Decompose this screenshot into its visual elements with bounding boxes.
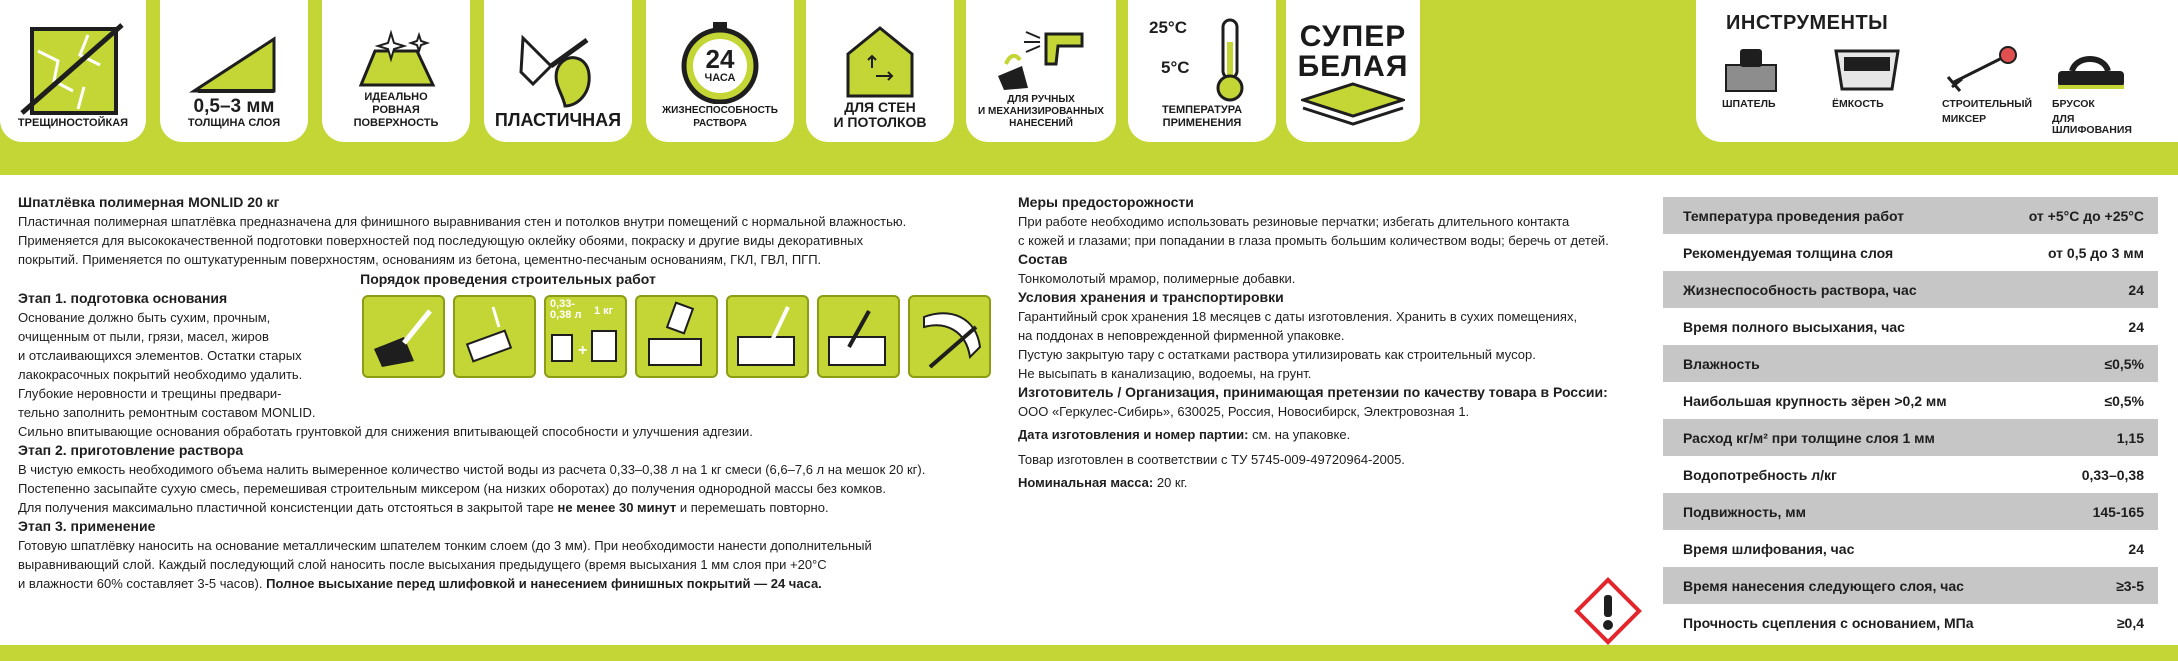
spec-row: Температура проведения работ от +5°C до +25°C [1663,197,2158,234]
clock-icon: 24 ЧАСА [675,22,765,104]
mixer-icon [1942,43,2022,95]
stage2-line-2: Постепенно засыпайте сухую смесь, перемешивая строительным миксером (на низких оборотах) до получения однородной массы без комков. [18,481,887,496]
spec-row: Прочность сцепления с основанием, МПа ≥0,4 [1683,614,2144,631]
spec-row: Наибольшая крупность зёрен >0,2 мм ≤0,5% [1683,392,2144,409]
tool-mixer: СТРОИТЕЛЬНЫЙ МИКСЕР [1942,43,2042,136]
stage3-line-2: выравнивающий слой. Каждый последующий слой наносить после высыхания предыдущего (время высыхания 1 мм слоя при +20°C [18,557,827,572]
brush-step-icon [453,295,536,378]
badge-walls-ceilings: ДЛЯ СТЕН И ПОТОЛКОВ [806,0,954,142]
spec-table [1663,197,2158,641]
scrape-step-icon [362,295,445,378]
storage-line: Не высыпать в канализацию, водоемы, на грунт. [1018,366,1312,381]
stage3-heading: Этап 3. применение [18,518,156,534]
info-panel [0,175,2178,645]
spec-row: Подвижность, мм 145-165 [1663,493,2158,530]
spec-row: Жизнеспособность раствора, час 24 [1663,271,2158,308]
spec-row: Водопотребность л/кг 0,33–0,38 [1683,466,2144,483]
mix-step-icon [726,295,809,378]
product-desc-2: Применяется для высококачественной подготовки поверхностей под последующую оклейку обоями, покраску и другие виды декоративных [18,233,864,248]
precautions-heading: Меры предосторожности [1018,194,1194,210]
sparkle-surface-icon [341,29,451,91]
tool-sanding-block: БРУСОК ДЛЯ ШЛИФОВАНИЯ [2052,43,2152,136]
nominal-mass: Номинальная масса: 20 кг. [1018,475,1188,490]
stage1-line: тельно заполнить ремонтным составом MONLID. [18,405,316,420]
stage1-line: очищенным от пыли, грязи, масел, жиров [18,329,269,344]
stage2-line-3: Для получения максимально пластичной консистенции дать отстояться в закрытой таре не менее 30 минут и перемешать повторно. [18,500,829,515]
spec-row: Время полного высыхания, час 24 [1683,318,2144,335]
thermometer-icon: 25°C 5°C [1147,16,1257,104]
stage1-tail: Сильно впитывающие основания обработать грунтовкой для снижения впитывающей способности и улучшения адгезии. [18,424,753,439]
layers-icon [1301,82,1405,126]
standard-text: Товар изготовлен в соответствии с ТУ 5745-009-49720964-2005. [1018,452,1405,467]
house-icon [840,24,920,100]
manufacturer-heading: Изготовитель / Организация, принимающая претензии по качеству товара в России: [1018,384,1608,400]
stage1-line: Основание должно быть сухим, прочным, [18,310,271,325]
step-pictograms [362,295,991,422]
ratio-step-icon: 0,33- 0,38 л 1 кг + [544,295,627,378]
storage-line: Гарантийный срок хранения 18 месяцев с даты изготовления. Хранить в сухих помещениях, [1018,309,1578,324]
crack-resistant-icon [18,21,128,117]
tool-container: ЁМКОСТЬ [1832,43,1932,136]
production-date: Дата изготовления и номер партии: см. на упаковке. [1018,427,1351,442]
hazard-warning-icon [1572,575,1644,647]
spec-row: Время нанесения следующего слоя, час ≥3-5 [1663,567,2158,604]
instructions-column [18,193,998,593]
product-desc-3: покрытий. Применяется по оштукатуренным поверхностям, основаниям из бетона, цементно-песчаным основаниям, ГКЛ, ГВЛ, ПГП. [18,252,822,267]
precautions-line: При работе необходимо использовать резиновые перчатки; избегать длительного контакта [1018,214,1570,229]
svg-text:+: + [578,342,588,359]
storage-heading: Условия хранения и транспортировки [1018,289,1284,305]
composition-text: Тонкомолотый мрамор, полимерные добавки. [1018,271,1296,286]
stage1-line: и отслаивающихся элементов. Остатки старых [18,348,302,363]
precautions-line: с кожей и глазами; при попадании в глаза промыть большим количеством воды; беречь от детей. [1018,233,1609,248]
badge-super-white: СУПЕР БЕЛАЯ [1286,0,1420,142]
badge-layer-thickness: 0,5–3 мм ТОЛЩИНА СЛОЯ [160,0,308,142]
badge-perfect-surface: ИДЕАЛЬНО РОВНАЯ ПОВЕРХНОСТЬ [322,0,470,142]
spray-gun-icon [986,24,1096,94]
apply-step-icon [908,295,991,378]
badge-manual-machine: ДЛЯ РУЧНЫХ И МЕХАНИЗИРОВАННЫХ НАНЕСЕНИЙ [966,0,1116,142]
spec-row: Время шлифования, час 24 [1683,540,2144,557]
badge-pot-life: 24 ЧАСА ЖИЗНЕСПОСОБНОСТЬ РАСТВОРА [646,0,794,142]
spec-row: Влажность ≤0,5% [1663,345,2158,382]
rest-step-icon [817,295,900,378]
stage3-line-3: и влажности 60% составляет 3-5 часов). Полное высыхание перед шлифовкой и нанесением финишных покрытий — 24 часа. [18,576,822,591]
storage-line: на поддонах в неповрежденной фирменной упаковке. [1018,328,1345,343]
trowel-icon [503,32,613,110]
badge-crack-resistant: ТРЕЩИНОСТОЙКАЯ [0,0,146,142]
stage1-heading: Этап 1. подготовка основания [18,290,228,306]
product-desc-1: Пластичная полимерная шпатлёвка предназначена для финишного выравнивания стен и потолков внутри помещений с нормальной влажностью. [18,214,907,229]
spatula-icon [1722,43,1782,95]
storage-line: Пустую закрытую тару с остатками раствора утилизировать как строительный мусор. [1018,347,1536,362]
badge-plastic: ПЛАСТИЧНАЯ [484,0,632,142]
pour-step-icon [635,295,718,378]
stage1-line: лакокрасочных покрытий необходимо удалить. [18,367,303,382]
manufacturer-text: ООО «Геркулес-Сибирь», 630025, Россия, Новосибирск, Электровозная 1. [1018,404,1470,419]
badge-temperature: 25°C 5°C ТЕМПЕРАТУРА ПРИМЕНЕНИЯ [1128,0,1276,142]
sanding-block-icon [2052,43,2132,95]
stage3-line-1: Готовую шпатлёвку наносить на основание металлическим шпателем тонким слоем (до 3 мм). При необходимости нанести дополнительный [18,538,872,553]
stage1-line: Глубокие неровности и трещины предвари- [18,386,282,401]
order-heading: Порядок проведения строительных работ [360,271,656,287]
composition-heading: Состав [1018,251,1068,267]
tools-title: ИНСТРУМЕНТЫ [1726,12,1889,34]
layer-slope-icon [184,33,284,97]
bucket-icon [1832,43,1902,95]
tools-card [1696,0,2178,142]
stage2-line-1: В чистую емкость необходимого объема налить вымеренное количество чистой воды из расчета 0,33–0,38 л на 1 кг смеси (6,6–7,6 л на мешок 20 кг). [18,462,926,477]
safety-column [1018,193,1648,492]
product-title: Шпатлёвка полимерная MONLID 20 кг [18,194,280,210]
stage2-heading: Этап 2. приготовление раствора [18,442,244,458]
tool-spatula: ШПАТЕЛЬ [1722,43,1822,136]
spec-row: Рекомендуемая толщина слоя от 0,5 до 3 мм [1683,244,2144,261]
spec-row: Расход кг/м² при толщине слоя 1 мм 1,15 [1663,419,2158,456]
